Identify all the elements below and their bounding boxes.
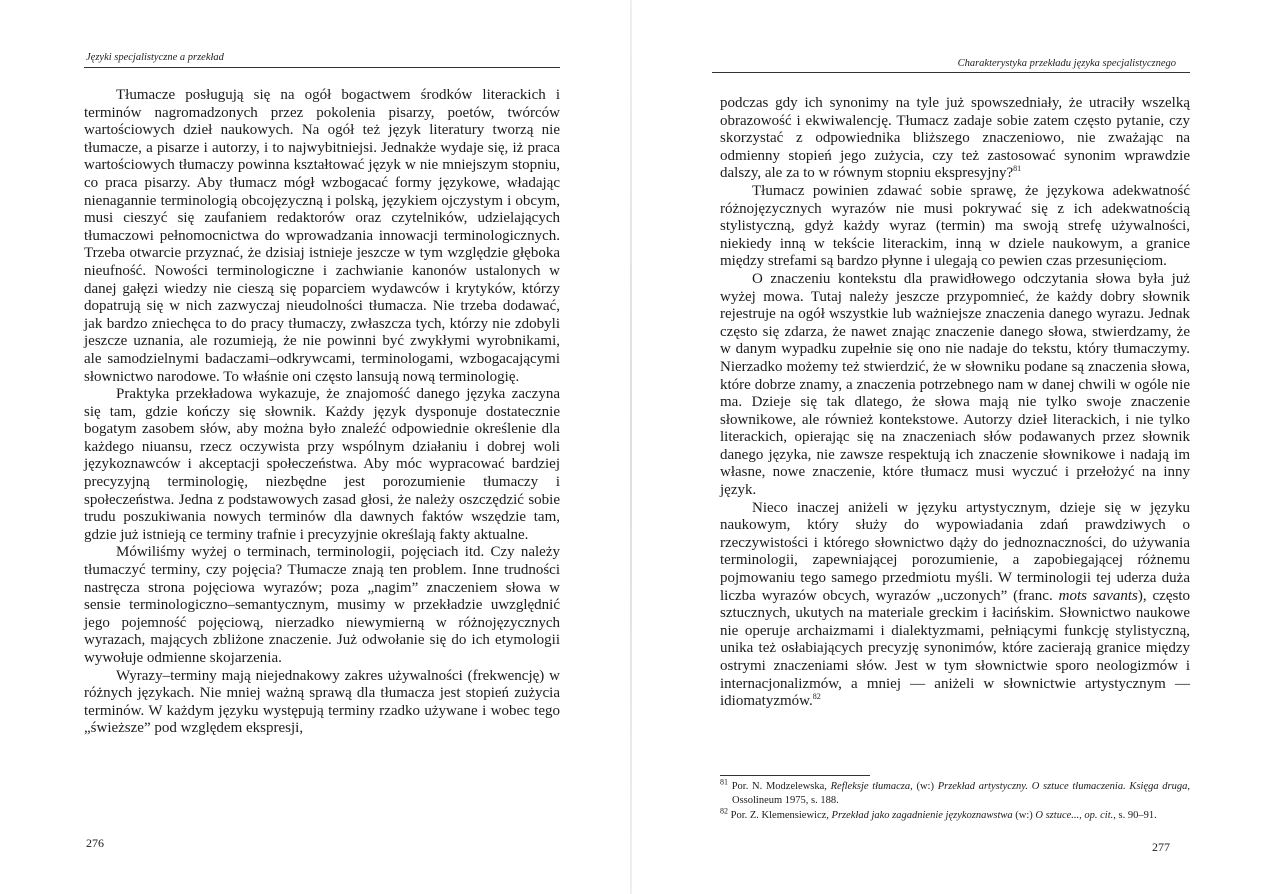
left-running-head: Języki specjalistyczne a przekład bbox=[86, 52, 224, 63]
right-page-number: 277 bbox=[1152, 840, 1170, 854]
paragraph bbox=[720, 500, 1190, 711]
footnote-text: (w:) bbox=[1012, 810, 1036, 821]
footnotes bbox=[720, 777, 1191, 825]
paragraph bbox=[720, 95, 1190, 183]
left-body-text bbox=[84, 87, 560, 738]
right-running-head: Charakterystyka przekładu języka specjalistycznego bbox=[957, 58, 1176, 69]
right-body-text bbox=[720, 95, 1190, 711]
footnote-number: 81 bbox=[720, 777, 728, 787]
paragraph-text: Nieco inaczej aniżeli w języku artystycznym, dzieje się w języku naukowym, który służy do wypowiadania zdań prawdziwych o rzeczywistości i którego słownictwo dąży do jednoznaczności, do używania terminologii, zapewniającej porozumienie, a zapobiegającej różnemu pojmowaniu tego samego przedmiotu myśli. W terminologii tej uderza duża liczba wyrazów obcych, wyrazów „uczonych” (franc. bbox=[720, 499, 1190, 604]
footnote-text: , Ossolineum 1975, s. 188. bbox=[732, 781, 1191, 806]
footnote-separator bbox=[720, 775, 870, 776]
footnote-text: , (w:) bbox=[910, 781, 938, 792]
footnote-text: , s. 90–91. bbox=[1113, 810, 1157, 821]
paragraph-text: ), często sztucznych, ukutych na materiale greckim i łacińskim. Słownictwo naukowe nie operuje archaizmami i dialektyzmami, pełniącymi funkcję stylistyczną, unika też osłabiających precyzję synonimów, które zacierają granice między ostrymi znaczeniami słów. Jest w tym słownictwie sporo neologizmów i internacjonalizmów, a mniej — aniżeli w słownictwie artystycznym — idiomatyzmów. bbox=[720, 587, 1190, 710]
footnote-reference[interactable]: 81 bbox=[1013, 164, 1022, 174]
paragraph: O znaczeniu kontekstu dla prawidłowego odczytania słowa była już wyżej mowa. Tutaj należy jeszcze przypomnieć, że każdy dobry słownik rejestruje na ogół wszystkie lub ważniejsze znaczenia danego wyrazu. Jednak często się zdarza, że nawet znając znaczenie danego słowa, stwierdzamy, że w danym wypadku zupełnie się ono nie nadaje do tekstu, który tłumaczymy. Nierzadko możemy też stwierdzić, że w słowniku podane są znaczenia słowa, które dobrze znamy, a znaczenia potrzebnego nam w danej chwili w ogóle nie ma. Dzieje się tak dlatego, że słowa mają nie tylko swoje znaczenie słownikowe, ale również kontekstowe. Autorzy dzieł literackich, i nie tylko literackich, opierając się na znaczeniach słów podawanych przez słownik danego języka, nie zawsze respektują ich znaczenie słownikowe i nadają im własne, nowe znaczenie, które tłumacz musi wyczuć i przełożyć na inny język. bbox=[720, 270, 1190, 499]
footnote-number: 82 bbox=[720, 806, 728, 816]
left-header-rule bbox=[84, 67, 560, 68]
footnote bbox=[720, 777, 1191, 807]
footnote-text: Por. Z. Klemensiewicz, bbox=[730, 810, 832, 821]
right-page bbox=[632, 0, 1262, 894]
footnote-title: O sztuce..., op. cit. bbox=[1035, 810, 1114, 821]
footnote-text: Por. N. Modzelewska, bbox=[731, 781, 831, 792]
footnote-title: Przekład artystyczny. O sztuce tłumaczenia. Księga druga bbox=[937, 781, 1188, 792]
footnote bbox=[720, 806, 1190, 823]
footnote-reference[interactable]: 82 bbox=[812, 692, 821, 702]
paragraph: Mówiliśmy wyżej o terminach, terminologii, pojęciach itd. Czy należy tłumaczyć terminy, czy pojęcia? Tłumacze znają ten problem. Inne trudności nastręcza strona pojęciowa wyrazów; poza „nagim” znaczeniem słowa w sensie terminologiczno–semantycznym, musimy w przekładzie uwzględnić jego pojemność pojęciową, nierzadko niewymierną w różnojęzycznych wyrazach, mających zbliżone znaczenie. Już odwołanie się do ich etymologii wywołuje odmienne skojarzenia. bbox=[84, 544, 560, 666]
left-page-number: 276 bbox=[86, 836, 104, 850]
right-header-rule bbox=[712, 72, 1190, 73]
italic-phrase: mots savants bbox=[1058, 587, 1138, 604]
footnote-title: Przekład jako zagadnienie językoznawstwa bbox=[831, 810, 1013, 821]
paragraph: Tłumacze posługują się na ogół bogactwem środków literackich i terminów nagromadzonych przez pokolenia pisarzy, poetów, twórców wartościowych dzieł naukowych. Na ogół też język literatury tworzą nie tłumacze, a pisarze i autorzy, i to najwybitniejsi. Jednakże wydaje się, iż praca wartościowych tłumaczy powinna kształtować język w nie mniejszym stopniu, co praca pisarzy. Aby tłumacz mógł wzbogacać formy językowe, władając nienagannie terminologią obcojęzyczną i polską, językiem ojczystym i obcym, musi cieszyć się zaufaniem redaktorów oraz czytelników, udzielających tłumaczowi pełnomocnictwa do wprowadzania innowacji terminologicznych. Trzeba otwarcie przyznać, że dzisiaj istnieje jeszcze w tym względzie głęboka nieufność. Nowości terminologiczne i zachwianie kanonów ustalonych w danej gałęzi wiedzy nie cieszą się poparciem wydawców i krytyków, którzy dopatrują się w nich zazwyczaj nieudolności tłumacza. Nie trzeba dodawać, jak bardzo zniechęca to do pracy tłumaczy, zwłaszcza tych, którzy nie zdobyli jeszcze uznania, ale rozumieją, że nie powinni być zwykłymi wyrobnikami, ale samodzielnymi badaczami–odkrywcami, terminologami, wzbogacającymi słownictwo narodowe. To właśnie oni często lansują nową terminologię. bbox=[84, 87, 560, 385]
paragraph: Wyrazy–terminy mają niejednakowy zakres używalności (frekwencję) w różnych językach. Nie mniej ważną sprawą dla tłumacza jest stopień zużycia terminów. W każdym języku występują terminy rzadko używane i wobec tego „świeższe” pod względem ekspresji, bbox=[84, 667, 560, 737]
paragraph: Tłumacz powinien zdawać sobie sprawę, że językowa adekwatność różnojęzycznych wyrazów nie musi pokrywać się z ich adekwatnością stylistyczną, gdyż każdy wyraz (termin) ma swoją strefę używalności, niekiedy inną w tekście literackim, inną w dziele naukowym, a granice między strefami są bardzo płynne i ulegają co pewien czas przesunięciom. bbox=[720, 182, 1190, 270]
footnote-title: Refleksje tłumacza bbox=[830, 781, 911, 792]
paragraph: Praktyka przekładowa wykazuje, że znajomość danego języka zaczyna się tam, gdzie kończy się słownik. Każdy język dysponuje dostatecznie bogatym zasobem słów, aby można było znaleźć odpowiednie określenie dla każdego niuansu, rzecz oczywista przy wspólnym działaniu i dobrej woli językoznawców i akceptacji społeczeństwa. Aby móc wypracować bardziej precyzyjną terminologię, niezbędne jest porozumienie tłumaczy i społeczeństwa. Jedna z podstawowych zasad głosi, że należy oszczędzić sobie trudu poszukiwania nowych terminów dla dawnych faktów wszędzie tam, gdzie już istnieją ce terminy trafnie i precyzyjnie określają fakty aktualne. bbox=[84, 386, 560, 543]
left-page bbox=[0, 0, 630, 894]
paragraph-text: podczas gdy ich synonimy na tyle już spowszedniały, że utraciły wszelką obrazowość i ekwiwalencję. Tłumacz zadaje sobie zatem często pytanie, czy skorzystać z odpowiednika bliższego znaczeniowo, nie zważając na odmienny stopień jego zużycia, czy też zastosować synonim wprawdzie dalszy, ale za to w równym stopniu ekspresyjny? bbox=[720, 95, 1190, 182]
